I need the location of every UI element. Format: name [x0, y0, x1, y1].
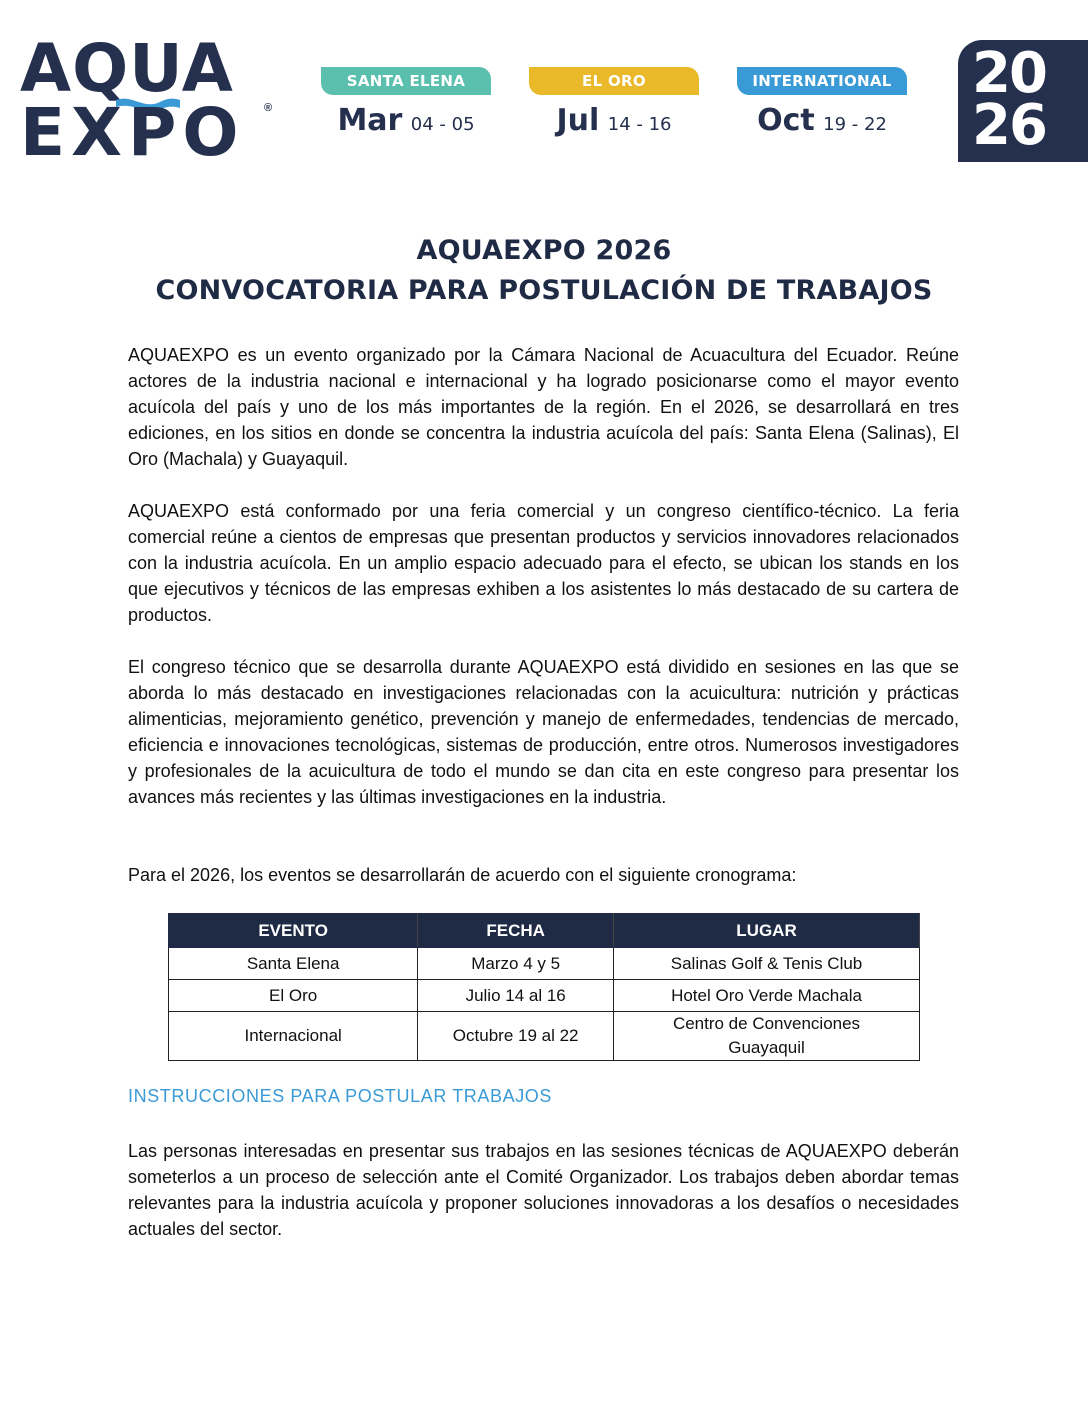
cell-evento: Santa Elena	[169, 948, 418, 980]
edition-dates	[321, 103, 491, 138]
table-row	[169, 1012, 920, 1061]
edition-month: Oct	[757, 103, 815, 138]
document-title: AQUAEXPO 2026	[416, 235, 672, 266]
cell-lugar: Salinas Golf & Tenis Club	[614, 948, 920, 980]
column-header-evento: EVENTO	[169, 914, 418, 948]
column-header-fecha: FECHA	[418, 914, 614, 948]
paragraph-congreso: El congreso técnico que se desarrolla durante AQUAEXPO está dividido en sesiones en las que se aborda lo más destacado en investigaciones relacionadas con la acuicultura: nutrición y prácticas alimenticias, mejoramiento genético, prevención y manejo de enfermedades, tendencias de mercado, eficiencia e innovaciones tecnológicas, sistemas de producción, entre otros. Numerosos investigadores y profesionales de la acuicultura de todo el mundo se dan cita en este congreso para presentar los avances más recientes y las últimas investigaciones en la industria.	[128, 657, 959, 807]
section-heading-instrucciones: INSTRUCCIONES PARA POSTULAR TRABAJOS	[128, 1086, 553, 1106]
cell-lugar: Hotel Oro Verde Machala	[614, 980, 920, 1012]
cell-fecha: Marzo 4 y 5	[418, 948, 614, 980]
aquaexpo-logo	[20, 30, 273, 171]
edition-month: Mar	[337, 103, 403, 138]
logo-line-1: AQUA	[20, 30, 234, 107]
edition-days: 04 - 05	[410, 114, 475, 135]
edition-tag: EL ORO	[529, 67, 699, 95]
schedule-table	[168, 913, 920, 1061]
edition-days: 19 - 22	[823, 114, 887, 135]
paragraph-cronograma: Para el 2026, los eventos se desarrollarán de acuerdo con el siguiente cronograma:	[128, 865, 797, 885]
edition-dates	[529, 103, 699, 138]
edition-tag: SANTA ELENA	[321, 67, 491, 95]
edition-tag: INTERNATIONAL	[737, 67, 907, 95]
cell-fecha: Octubre 19 al 22	[418, 1012, 614, 1061]
document-subtitle: CONVOCATORIA PARA POSTULACIÓN DE TRABAJOS	[155, 275, 933, 306]
paragraph-intro: AQUAEXPO es un evento organizado por la Cámara Nacional de Acuacultura del Ecuador. Reúne actores de la industria nacional e internacional y ha logrado posicionarse como el mayor evento acuícola del país y uno de los más importantes de la región. En el 2026, se desarrollará en tres ediciones, en los sitios en donde se concentra la industria acuícola del país: Santa Elena (Salinas), El Oro (Machala) y Guayaquil.	[128, 345, 959, 469]
table-header-row	[169, 914, 920, 948]
column-header-lugar: LUGAR	[614, 914, 920, 948]
logo-line-2: EXPO	[20, 94, 245, 171]
cell-fecha: Julio 14 al 16	[418, 980, 614, 1012]
edition-santa-elena	[321, 67, 491, 147]
cell-lugar: Centro de Convenciones Guayaquil	[614, 1012, 920, 1061]
registered-mark: ®	[264, 102, 273, 114]
year-line-2: 26	[972, 93, 1046, 158]
year-badge	[958, 40, 1088, 162]
edition-dates	[737, 103, 907, 138]
edition-international	[737, 67, 907, 147]
edition-el-oro	[529, 67, 699, 147]
table-row	[169, 980, 920, 1012]
paragraph-feria: AQUAEXPO está conformado por una feria comercial y un congreso científico-técnico. La feria comercial reúne a cientos de empresas que presentan productos y servicios innovadores relacionados con la industria acuícola. En un amplio espacio adecuado para el efecto, se ubican los stands en los que ejecutivos y técnicos de las empresas exhiben a los asistentes lo más destacado de su cartera de productos.	[128, 501, 959, 625]
cell-evento: El Oro	[169, 980, 418, 1012]
edition-days: 14 - 16	[607, 114, 672, 135]
table-row	[169, 948, 920, 980]
edition-month: Jul	[556, 103, 600, 138]
cell-evento: Internacional	[169, 1012, 418, 1061]
year-line-1: 20	[972, 41, 1046, 106]
paragraph-instrucciones: Las personas interesadas en presentar sus trabajos en las sesiones técnicas de AQUAEXPO deberán someterlos a un proceso de selección ante el Comité Organizador. Los trabajos deben abordar temas relevantes para la industria acuícola y proponer soluciones innovadoras a los desafíos o necesidades actuales del sector.	[128, 1141, 959, 1239]
